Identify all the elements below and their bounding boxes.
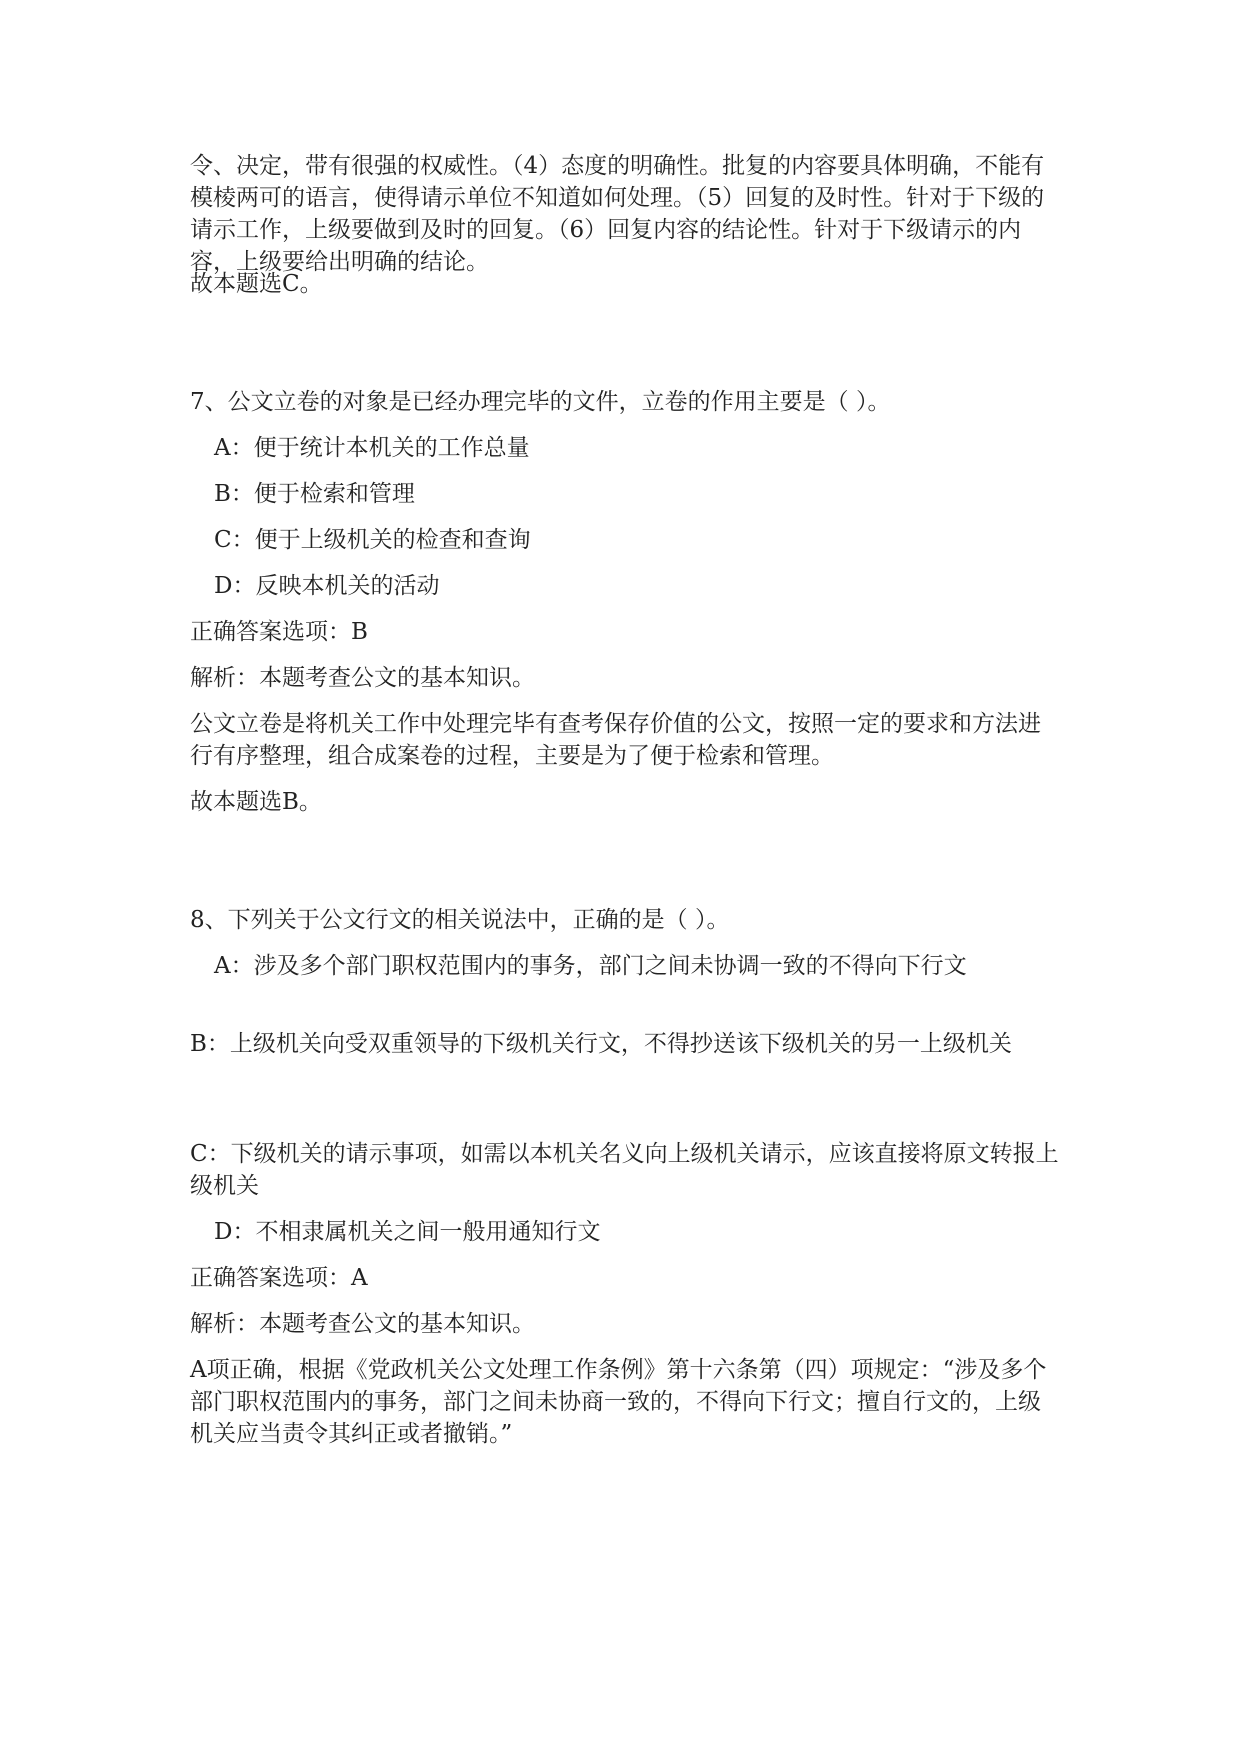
q7-conclusion: 故本题选B。 <box>190 789 322 815</box>
q8-question: 8、下列关于公文行文的相关说法中，正确的是（ ）。 <box>190 907 730 933</box>
q8-option-b: B：上级机关向受双重领导的下级机关行文，不得抄送该下级机关的另一上级机关 <box>190 1031 1012 1057</box>
q7-question: 7、公文立卷的对象是已经办理完毕的文件，立卷的作用主要是（ ）。 <box>190 389 891 415</box>
q7-analysis-intro: 解析：本题考查公文的基本知识。 <box>190 665 535 691</box>
prev-explanation-tail: 令、决定，带有很强的权威性。（4）态度的明确性。批复的内容要具体明确，不能有模棱两可的语言，使得请示单位不知道如何处理。（5）回复的及时性。针对于下级的请示工作，上级要做到及时的回复。（6）回复内容的结论性。针对于下级请示的内容，上级要给出明确的结论。 <box>190 153 1045 275</box>
q7-option-a: A：便于统计本机关的工作总量 <box>214 435 530 461</box>
q8-option-a: A：涉及多个部门职权范围内的事务，部门之间未协调一致的不得向下行文 <box>214 953 967 979</box>
q8-answer: 正确答案选项：A <box>190 1265 368 1291</box>
q8-option-c: C：下级机关的请示事项，如需以本机关名义向上级机关请示，应该直接将原文转报上级机关 <box>190 1141 1059 1199</box>
q7-option-d: D：反映本机关的活动 <box>214 573 440 599</box>
q7-analysis-body: 公文立卷是将机关工作中处理完毕有查考保存价值的公文，按照一定的要求和方法进行有序整理，组合成案卷的过程，主要是为了便于检索和管理。 <box>190 711 1041 769</box>
q7-option-b: B：便于检索和管理 <box>214 481 415 507</box>
prev-conclusion: 故本题选C。 <box>190 271 323 297</box>
q7-answer: 正确答案选项：B <box>190 619 368 645</box>
q8-analysis-intro: 解析：本题考查公文的基本知识。 <box>190 1311 535 1337</box>
q8-option-d: D：不相隶属机关之间一般用通知行文 <box>214 1219 601 1245</box>
q8-analysis-body: A项正确，根据《党政机关公文处理工作条例》第十六条第（四）项规定：“涉及多个部门职权范围内的事务，部门之间未协商一致的，不得向下行文；擅自行文的，上级机关应当责令其纠正或者撤销。” <box>190 1357 1047 1447</box>
q7-option-c: C：便于上级机关的检查和查询 <box>214 527 531 553</box>
